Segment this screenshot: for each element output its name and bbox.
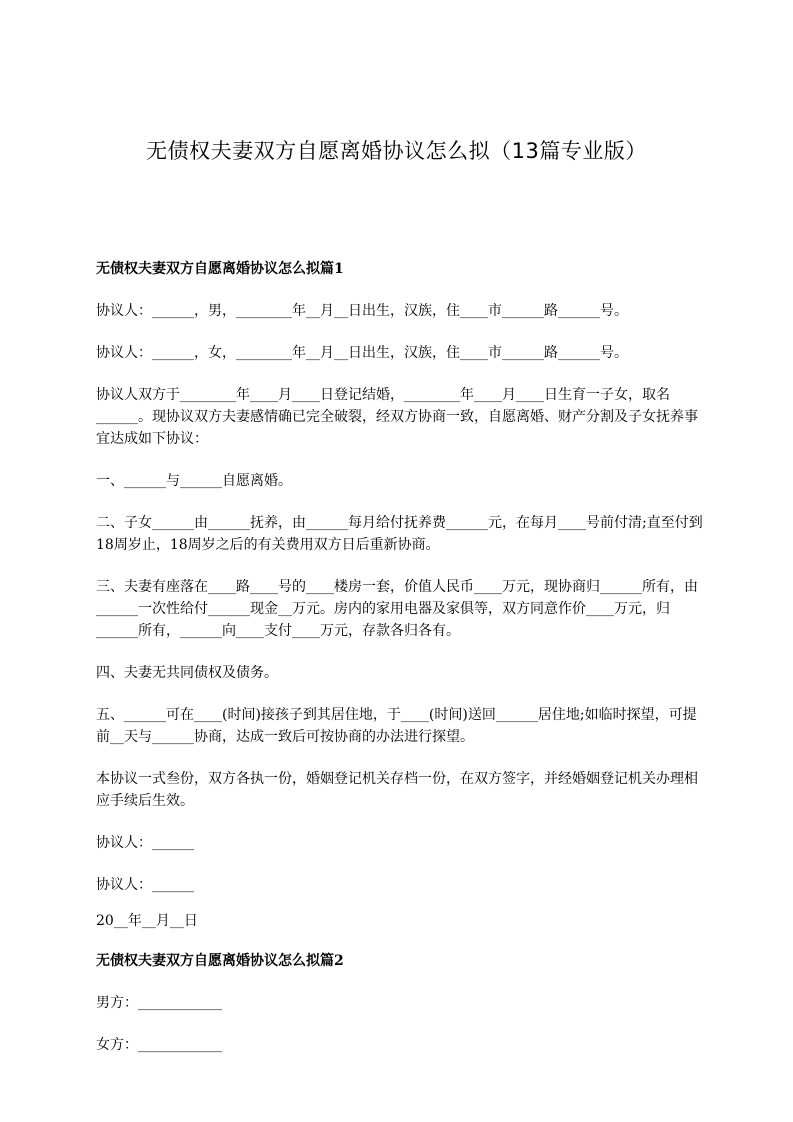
document-title: 无债权夫妻双方自愿离婚协议怎么拟（13篇专业版） (146, 139, 647, 163)
female-party-line: 女方：____________ (96, 1037, 222, 1053)
paragraph-clause-4: 四、夫妻无共同债权及债务。 (96, 665, 278, 681)
paragraph-party-male: 协议人：______，男，________年__月__日出生，汉族，住____市______路______号。 (96, 303, 628, 319)
section-heading-1: 无债权夫妻双方自愿离婚协议怎么拟篇1 (96, 261, 344, 277)
paragraph-effect: 本协议一式叁份，双方各执一份，婚姻登记机关存档一份，在双方签字，并经婚姻登记机关办理相应手续后生效。 (96, 771, 698, 809)
paragraph-clause-1: 一、______与______自愿离婚。 (96, 473, 292, 489)
paragraph-marriage-info: 协议人双方于________年____月____日登记结婚，________年____月____日生育一子女，取名______。现协议双方夫妻感情确已完全破裂，经双方协商一致，自愿离婚、财产分割及子女抚养事宜达成如下协议： (96, 387, 698, 447)
date-line: 20__年__月__日 (96, 913, 198, 929)
male-party-line: 男方：____________ (96, 995, 222, 1011)
signature-line-2: 协议人：______ (96, 877, 194, 893)
paragraph-clause-3: 三、夫妻有座落在____路____号的____楼房一套，价值人民币____万元，现协商归______所有，由______一次性给付______现金__万元。房内的家用电器及家俱等，双方同意作价____万元，归______所有，______向____支付____万元，存款各归各有。 (96, 579, 698, 639)
section-heading-2: 无债权夫妻双方自愿离婚协议怎么拟篇2 (96, 953, 344, 969)
paragraph-clause-2: 二、子女______由______抚养，由______每月给付抚养费______元，在每月____号前付清;直至付到18周岁止，18周岁之后的有关费用双方日后重新协商。 (96, 515, 703, 553)
paragraph-clause-5: 五、______可在____(时间)接孩子到其居住地，于____(时间)送回______居住地;如临时探望，可提前__天与______协商，达成一致后可按协商的办法进行探望。 (96, 707, 697, 745)
signature-line-1: 协议人：______ (96, 835, 194, 851)
document-body (96, 258, 708, 1056)
paragraph-party-female: 协议人：______，女，________年__月__日出生，汉族，住____市______路______号。 (96, 345, 628, 361)
